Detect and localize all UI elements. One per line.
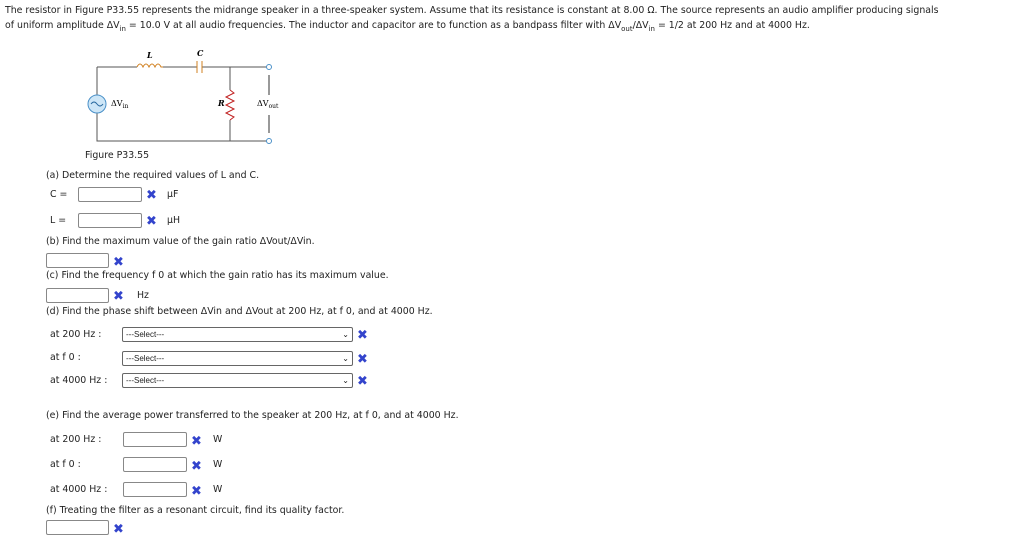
- power-label: at 200 Hz :: [50, 434, 102, 445]
- wrong-icon: ✖: [357, 352, 368, 367]
- c-input[interactable]: [78, 187, 142, 202]
- frequency-input[interactable]: [46, 288, 109, 303]
- wrong-icon: ✖: [191, 459, 202, 474]
- l-input[interactable]: [78, 213, 142, 228]
- part-c-prompt: (c) Find the frequency f 0 at which the gain ratio has its maximum value.: [46, 270, 389, 281]
- label-L: L: [147, 50, 153, 60]
- power-label: at 4000 Hz :: [50, 484, 108, 495]
- wrong-icon: ✖: [191, 434, 202, 449]
- part-f-prompt: (f) Treating the filter as a resonant circuit, find its quality factor.: [46, 505, 345, 516]
- problem-text-line2: of uniform amplitude $\Delta V_{in} = 10.0$ V at all audio frequencies. The inductor and capacitor are to function as a bandpass filter with $\Delta V_{out}/\Delta V_{in} = 1/2$ at 200 Hz and at 4000 Hz.: [5, 20, 810, 33]
- l-label: L =: [50, 215, 67, 226]
- gain-input[interactable]: [46, 253, 109, 268]
- frequency-unit: Hz: [137, 290, 149, 301]
- chevron-down-icon: ⌄: [342, 354, 349, 363]
- power-unit: W: [213, 434, 223, 445]
- phase-select-4000hz[interactable]: ---Select--- ⌄: [122, 373, 353, 388]
- wrong-icon: ✖: [146, 188, 157, 203]
- wrong-icon: ✖: [113, 255, 124, 270]
- label-C: C: [197, 48, 204, 58]
- phase-label: at 4000 Hz :: [50, 375, 108, 386]
- label-R: R: [218, 98, 225, 108]
- phase-label: at 200 Hz :: [50, 329, 102, 340]
- c-label: C =: [50, 189, 68, 200]
- part-d-prompt: (d) Find the phase shift between ΔVin and ΔVout at 200 Hz, at f 0, and at 4000 Hz.: [46, 306, 433, 317]
- power-label: at f 0 :: [50, 459, 81, 470]
- wrong-icon: ✖: [357, 374, 368, 389]
- power-unit: W: [213, 484, 223, 495]
- phase-label: at f 0 :: [50, 352, 81, 363]
- wrong-icon: ✖: [191, 484, 202, 499]
- power-input-4000hz[interactable]: [123, 482, 187, 497]
- wrong-icon: ✖: [357, 328, 368, 343]
- label-vin: $\Delta V_{in}$: [111, 99, 129, 110]
- problem-text-line1: The resistor in Figure P33.55 represents the midrange speaker in a three-speaker system. Assume that its resistance is constant at 8.00 Ω. The source represents an audio amplifier producing signals: [5, 5, 939, 16]
- power-input-200hz[interactable]: [123, 432, 187, 447]
- label-vout: $\Delta V_{out}$: [257, 99, 279, 110]
- chevron-down-icon: ⌄: [342, 376, 349, 385]
- part-b-prompt: (b) Find the maximum value of the gain ratio ΔVout/ΔVin.: [46, 236, 315, 247]
- wrong-icon: ✖: [113, 289, 124, 304]
- wrong-icon: ✖: [113, 522, 124, 537]
- wrong-icon: ✖: [146, 214, 157, 229]
- quality-factor-input[interactable]: [46, 520, 109, 535]
- l-unit: µH: [167, 215, 181, 226]
- power-input-f0[interactable]: [123, 457, 187, 472]
- phase-select-200hz[interactable]: ---Select--- ⌄: [122, 327, 353, 342]
- power-unit: W: [213, 459, 223, 470]
- part-a-prompt: (a) Determine the required values of L and C.: [46, 170, 260, 181]
- figure-caption: Figure P33.55: [85, 150, 150, 161]
- c-unit: µF: [167, 189, 179, 200]
- part-e-prompt: (e) Find the average power transferred to the speaker at 200 Hz, at f 0, and at 4000 Hz.: [46, 410, 459, 421]
- phase-select-f0[interactable]: ---Select--- ⌄: [122, 351, 353, 366]
- circuit-figure: [85, 45, 285, 150]
- chevron-down-icon: ⌄: [342, 330, 349, 339]
